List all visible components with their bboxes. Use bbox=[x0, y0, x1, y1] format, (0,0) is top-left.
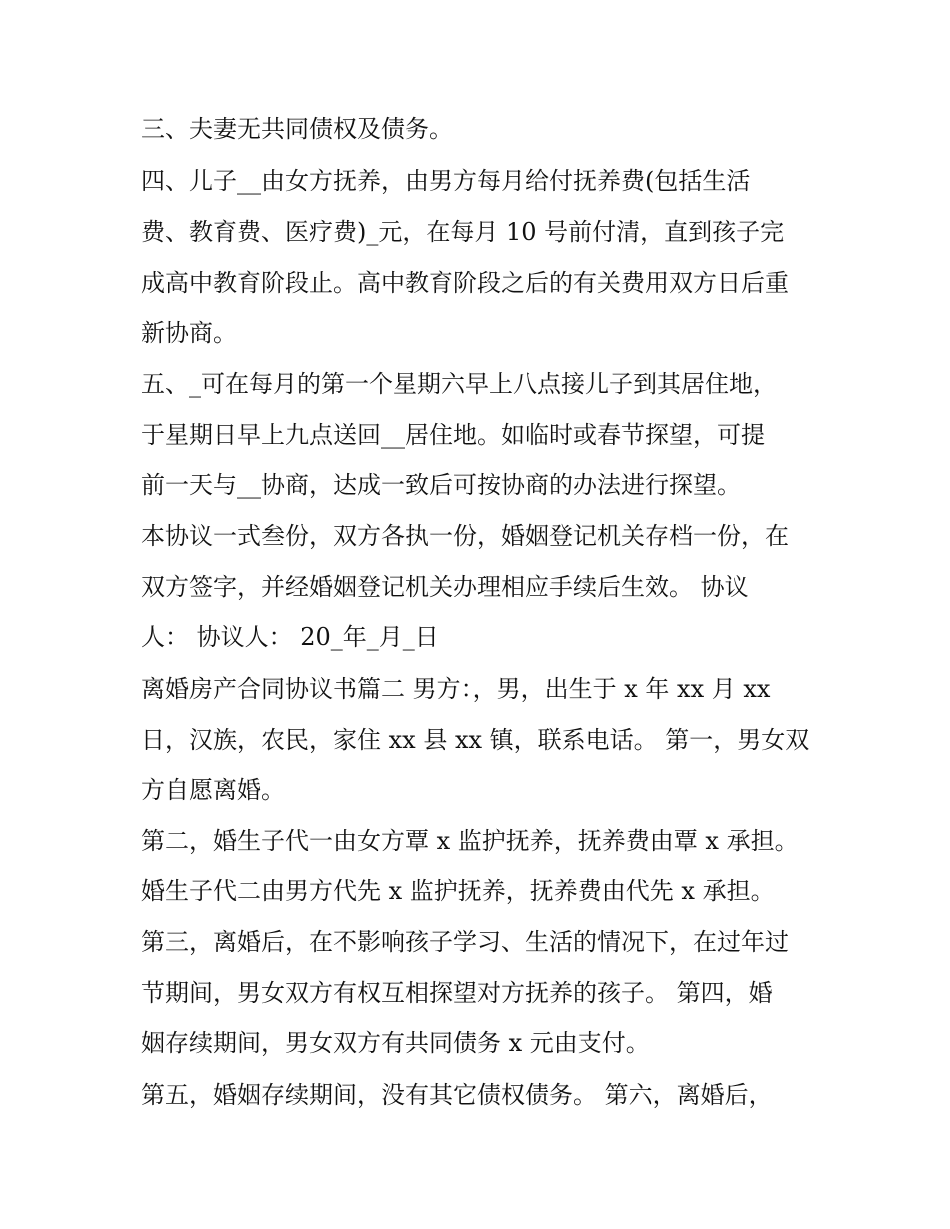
text-line: 三、夫妻无共同债权及债务。 bbox=[141, 115, 453, 143]
text-line: 第三，离婚后，在不影响孩子学习、生活的情况下，在过年过 bbox=[141, 928, 789, 956]
text-line: 婚生子代二由男方代先 x 监护抚养，抚养费由代先 x 承担。 bbox=[141, 877, 775, 905]
text-line: 节期间，男女双方有权互相探望对方抚养的孩子。 第四，婚 bbox=[141, 979, 773, 1007]
text-line: 新协商。 bbox=[141, 319, 237, 347]
text-line: 姻存续期间，男女双方有共同债务 x 元由支付。 bbox=[141, 1029, 650, 1057]
text-line: 费、教育费、医疗费)_元，在每月 10 号前付清，直到孩子完 bbox=[141, 218, 785, 246]
text-line: 成高中教育阶段止。高中教育阶段之后的有关费用双方日后重 bbox=[141, 269, 789, 297]
text-line: 于星期日早上九点送回__居住地。如临时或春节探望，可提 bbox=[141, 421, 765, 449]
text-line: 第五，婚姻存续期间，没有其它债权债务。 第六，离婚后， bbox=[141, 1081, 773, 1109]
text-line: 前一天与__协商，达成一致后可按协商的办法进行探望。 bbox=[141, 471, 741, 499]
text-line: 五、_可在每月的第一个星期六早上八点接儿子到其居住地， bbox=[141, 370, 777, 398]
text-line: 人： 协议人： 20_年_月_日 bbox=[141, 623, 439, 651]
text-line: 本协议一式叁份，双方各执一份，婚姻登记机关存档一份，在 bbox=[141, 522, 789, 550]
text-line: 方自愿离婚。 bbox=[141, 776, 285, 804]
text-line: 双方签字，并经婚姻登记机关办理相应手续后生效。 协议 bbox=[141, 573, 749, 601]
text-line: 四、儿子__由女方抚养，由男方每月给付抚养费(包括生活 bbox=[141, 167, 751, 195]
text-line: 日，汉族，农民，家住 xx 县 xx 镇，联系电话。 第一，男女双 bbox=[141, 726, 810, 754]
text-line: 离婚房产合同协议书篇二 男方：，男，出生于 x 年 xx 月 xx bbox=[141, 675, 771, 703]
text-line: 第二，婚生子代一由女方覃 x 监护抚养，抚养费由覃 x 承担。 bbox=[141, 827, 799, 855]
